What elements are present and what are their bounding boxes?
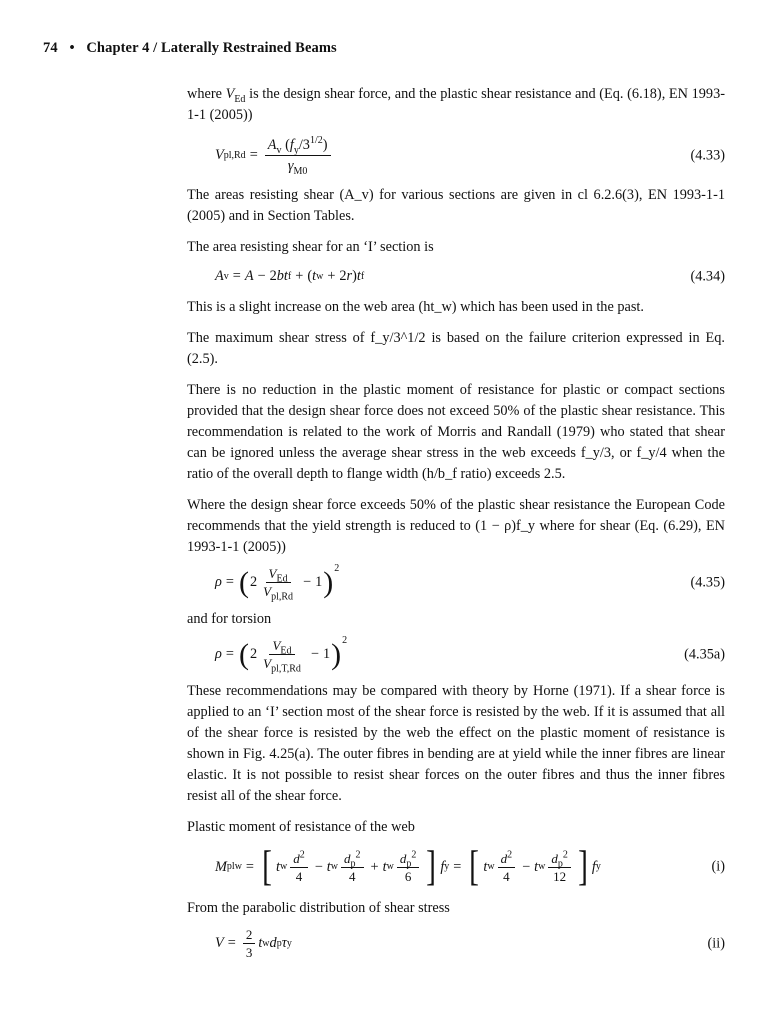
- equation-number: (4.35a): [684, 646, 725, 662]
- equation-i: M plw = [ t w $\frac{d^2}{4}$ − t w $\frac{d_p^2}{4}$ + t w $\frac{d_p^2}{6}$ ] f y = [ t w $\frac{d^2}{4}$ − t w $\frac{d_p^2}{12}$ ] f y (i): [215, 844, 725, 890]
- paragraph-plastic-moment-web: Plastic moment of resistance of the web: [187, 819, 415, 835]
- paragraph-i-section-area: The area resisting shear for an ‘I’ section is: [187, 239, 434, 255]
- paragraph-web-area: This is a slight increase on the web area (ht_w) which has been used in the past.: [187, 299, 644, 315]
- header-bullet: •: [69, 40, 75, 56]
- equation-4-35: ρ = ( 2 $\frac{V_{Ed}}{V_{pl,Rd}}$ − 1 ) 2 (4.35): [215, 563, 725, 603]
- page-number: 74: [43, 40, 58, 56]
- equation-number: (i): [711, 858, 725, 875]
- equation-number: (4.35): [690, 574, 725, 590]
- chapter-title: Chapter 4 / Laterally Restrained Beams: [86, 40, 337, 56]
- equation-4-35a: ρ = ( 2 $\frac{V_{Ed}}{V_{pl,T,Rd}}$ − 1 ) 2 (4.35a): [215, 635, 725, 675]
- equation-number: (4.33): [690, 147, 725, 163]
- page-body: [187, 84, 725, 970]
- paragraph-shear-definition: where $V_{Ed}$ is the design shear force, and the plastic shear resistance and (Eq. (6.18), EN 1993-1-1 (2005)): [187, 86, 725, 123]
- paragraph-shear-areas: The areas resisting shear (A_v) for various sections are given in cl 6.2.6(3), EN 1993-1-1 (2005) and in Section Tables.: [187, 187, 725, 224]
- equation-number: (ii): [707, 935, 725, 951]
- equation-4-33: V pl,Rd = $\frac{A_v (f_y/3^{1/2})}{\gamma_{M0}}$ (4.33): [215, 135, 725, 177]
- equation-4-34: A v = A − 2 bt f + ( t w + 2 r ) t f (4.34): [187, 266, 725, 287]
- running-header: [43, 40, 337, 57]
- equation-ii: V = $\frac{2}{3}$ t w d p τ y (ii): [215, 927, 725, 960]
- paragraph-moment-reduction: There is no reduction in the plastic moment of resistance for plastic or compact sections provided that the design shear force does not exceed 50% of the plastic shear resistance. This recommendation is related to the work of Morris and Randall (1979) who stated that shear can be ignored unless the average shear stress in the web exceeds f_y/3, or f_y/4 when the ratio of the overall depth to flange width (h/b_f ratio) exceeds 2.5.: [187, 382, 725, 482]
- equation-number: (4.34): [690, 268, 725, 284]
- paragraph-max-shear-stress: The maximum shear stress of f_y/3^1/2 is based on the failure criterion expressed in Eq. (2.5).: [187, 330, 725, 367]
- paragraph-parabolic-shear: From the parabolic distribution of shear stress: [187, 900, 450, 916]
- paragraph-yield-reduction: Where the design shear force exceeds 50% of the plastic shear resistance the European Code recommends that the yield strength is reduced to (1 − ρ)f_y where for shear (Eq. (6.29), EN 1993-1-1 (2005)): [187, 497, 725, 555]
- paragraph-horne-theory: These recommendations may be compared with theory by Horne (1971). If a shear force is applied to an ‘I’ section most of the shear force is resisted by the web. If it is assumed that all of the shear force is resisted by the web the effect on the plastic moment of resistance is shown in Fig. 4.25(a). The outer fibres in bending are at yield while the inner fibres are linear elastic. It is not possible to resist shear forces on the outer fibres and thus the inner fibres resist all of the shear force.: [187, 683, 725, 804]
- paragraph-torsion: and for torsion: [187, 611, 272, 627]
